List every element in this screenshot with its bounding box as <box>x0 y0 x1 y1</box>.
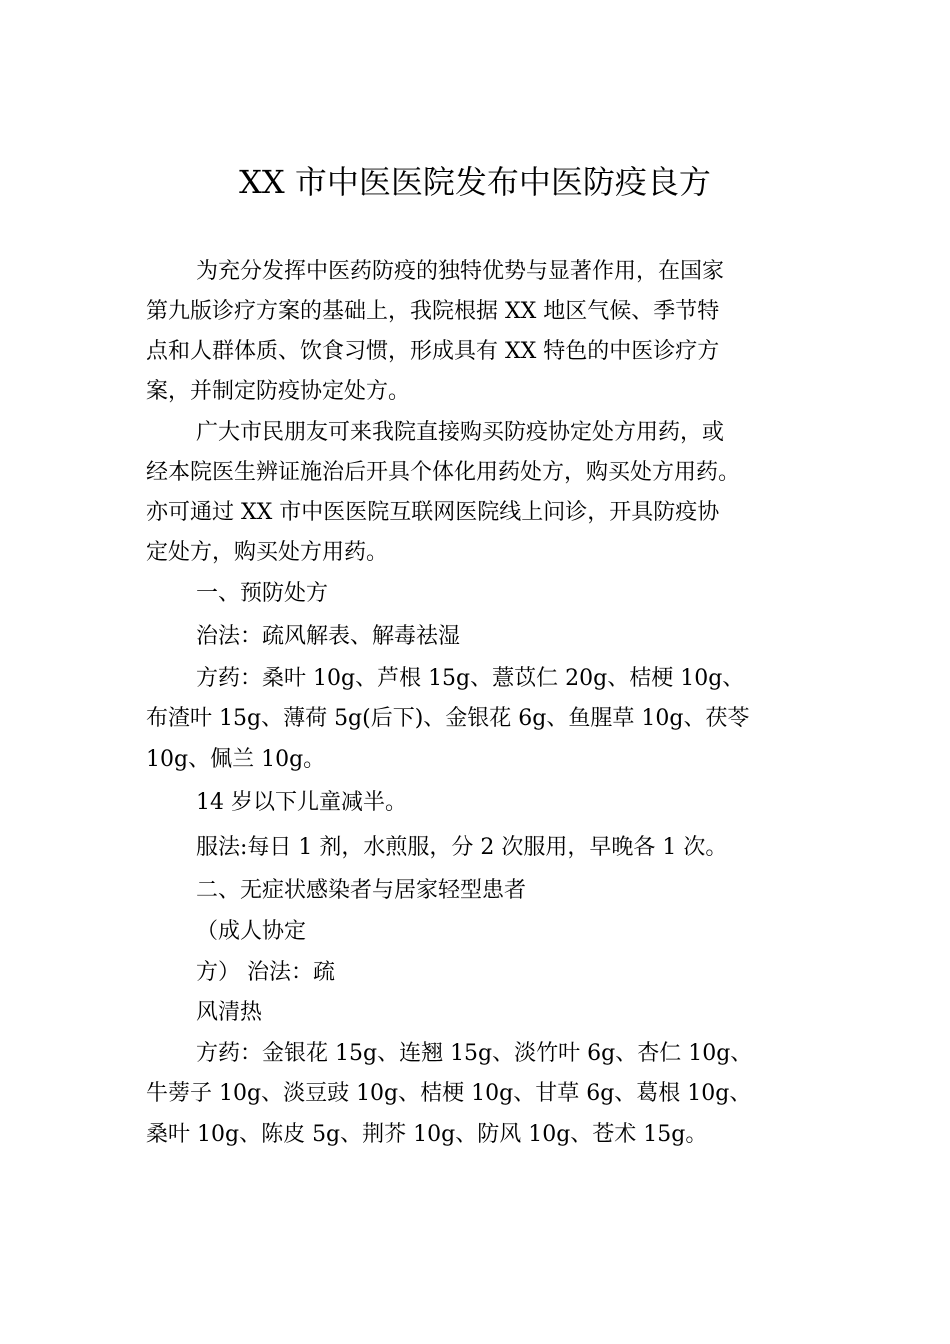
intro-line-3: 点和人群体质、饮食习惯，形成具有 XX 特色的中医诊疗方 <box>146 339 720 364</box>
purchase-line-4: 定处方，购买处方用药。 <box>146 540 389 565</box>
section2-sub-line-2: 方） 治法：疏 <box>196 960 335 985</box>
section2-recipe-line-1: 方药：金银花 15g、连翘 15g、淡竹叶 6g、杏仁 10g、 <box>196 1041 753 1066</box>
section1-recipe-line-2: 布渣叶 15g、薄荷 5g(后下)、金银花 6g、鱼腥草 10g、茯苓 <box>146 706 750 731</box>
section2-sub-line-3: 风清热 <box>196 1000 263 1025</box>
purchase-line-3: 亦可通过 XX 市中医医院互联网医院线上问诊，开具防疫协 <box>146 500 720 525</box>
document-title: XX 市中医医院发布中医防疫良方 <box>239 163 711 201</box>
intro-line-1: 为充分发挥中医药防疫的独特优势与显著作用，在国家 <box>196 259 725 284</box>
section2-heading: 二、无症状感染者与居家轻型患者 <box>196 878 527 903</box>
section2-recipe-line-2: 牛蒡子 10g、淡豆豉 10g、桔梗 10g、甘草 6g、葛根 10g、 <box>146 1081 752 1106</box>
intro-line-2: 第九版诊疗方案的基础上，我院根据 XX 地区气候、季节特 <box>146 299 720 324</box>
section1-usage: 服法:每日 1 剂，水煎服，分 2 次服用，早晚各 1 次。 <box>196 835 728 860</box>
section2-recipe-line-3: 桑叶 10g、陈皮 5g、荆芥 10g、防风 10g、苍术 15g。 <box>146 1122 708 1147</box>
purchase-line-2: 经本院医生辨证施治后开具个体化用药处方，购买处方用药。 <box>146 460 741 485</box>
section1-method: 治法：疏风解表、解毒祛湿 <box>196 624 461 649</box>
section1-recipe-line-3: 10g、佩兰 10g。 <box>146 747 326 772</box>
intro-line-4: 案，并制定防疫协定处方。 <box>146 379 411 404</box>
section1-recipe-line-1: 方药：桑叶 10g、芦根 15g、薏苡仁 20g、桔梗 10g、 <box>196 666 745 691</box>
section1-heading: 一、预防处方 <box>196 581 329 606</box>
section1-child-note: 14 岁以下儿童减半。 <box>196 790 407 815</box>
section2-sub-line-1: （成人协定 <box>196 919 307 944</box>
purchase-line-1: 广大市民朋友可来我院直接购买防疫协定处方用药，或 <box>196 420 725 445</box>
